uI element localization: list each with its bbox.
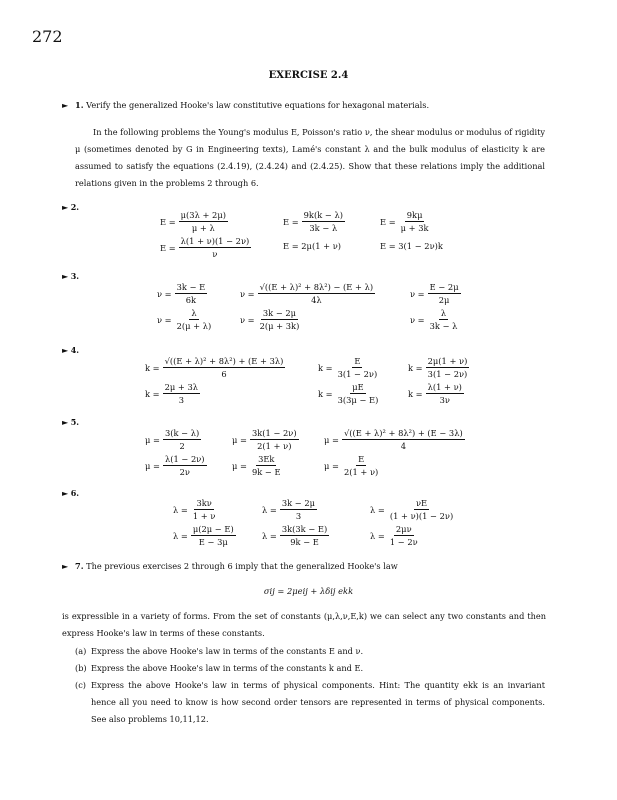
problem-5-number: 5. <box>70 417 80 427</box>
p3-formula-5: ν = $\frac{3k - 2\mu}{2(\mu + 3k)}$ <box>240 308 300 331</box>
p6-formula-2: λ = $\frac{3k - 2\mu}{3}$ <box>262 498 316 521</box>
p4-formula-2: k = $\frac{E}{3(1 - 2\nu)}$ <box>318 356 378 379</box>
p3-formula-4: ν = $\frac{\lambda}{2(\mu + \lambda)}$ <box>157 308 212 331</box>
p2-formula-1: E = $\frac{\mu(3\lambda + 2\mu)}{\mu + \lambda}$ <box>160 210 226 233</box>
marker-1: ► <box>62 101 69 110</box>
hooke-law-equation: σij = 2μeij + λδij ekk <box>263 586 354 596</box>
p5-formula-5: μ = $\frac{3Ek}{9k - E}$ <box>232 454 281 477</box>
marker-4: ► 4. <box>62 345 80 355</box>
problem-1-text: Verify the generalized Hooke's law constitutive equations for hexagonal materials. <box>86 100 430 110</box>
p6-formula-4: λ = $\frac{\mu(2\mu - E)}{E - 3\mu}$ <box>173 524 234 547</box>
intro-paragraph: In the following problems the Young's modulus E, Poisson's ratio ν, the shear modulus or modulus of rigidity μ (sometimes denoted by G in Engineering texts), Lamé's constant λ and the bulk modulus of elasticity k are assumed to satisfy the equations (2.4.19), (2.4.24) and (2.4.25). Show that these relations imply the additional relations given in the problems 2 through 6. <box>75 127 545 188</box>
problem-7-items <box>75 643 545 728</box>
list-item: (c) Express the above Hooke's law in terms of physical components. Hint: The quantity ekk is an invariant hence all you need to know is how second order tensors are represented in terms of physical components. See also problems 10,11,12. <box>75 680 545 724</box>
p4-formula-1: k = $\frac{\text{√((E + λ)² + 8λ²) + (E + 3λ)}}{6}$ <box>145 356 284 379</box>
p4-formula-6: k = $\frac{\lambda(1 + \nu)}{3\nu}$ <box>408 382 462 405</box>
p5-formula-2: μ = $\frac{3k(1 - 2\nu)}{2(1 + \nu)}$ <box>232 428 297 451</box>
page-number: 272 <box>32 27 63 46</box>
marker-6: ► 6. <box>62 488 80 498</box>
p2-formula-2: E = $\frac{9k(k - \lambda)}{3k - \lambda}$ <box>283 210 343 233</box>
p6-formula-5: λ = $\frac{3k(3k - E)}{9k - E}$ <box>262 524 328 547</box>
p6-formula-6: λ = $\frac{2\mu\nu}{1 - 2\nu}$ <box>370 524 418 547</box>
marker-5: ► 5. <box>62 417 80 427</box>
problem-6-number: 6. <box>70 488 80 498</box>
p6-formula-3: λ = $\frac{\nu E}{(1 + \nu)(1 - 2\nu)}$ <box>370 498 454 521</box>
p6-formula-1: λ = $\frac{3k\nu}{1 + \nu}$ <box>173 498 216 521</box>
marker-2: ► 2. <box>62 202 80 212</box>
problem-3-number: 3. <box>70 271 80 281</box>
problem-1-number: 1. <box>75 100 84 110</box>
p3-formula-1: ν = $\frac{3k - E}{6k}$ <box>157 282 206 305</box>
p5-formula-4: μ = $\frac{\lambda(1 - 2\nu)}{2\nu}$ <box>145 454 205 477</box>
p2-formula-5: E = 2μ(1 + ν) <box>283 241 341 251</box>
p5-formula-6: μ = $\frac{E}{2(1 + \nu)}$ <box>324 454 379 477</box>
p3-formula-6: ν = $\frac{\lambda}{3k - \lambda}$ <box>410 308 458 331</box>
p3-formula-2: ν = $\frac{\text{√((E + λ)² + 8λ²) − (E + λ)}}{4\lambda}$ <box>240 282 374 305</box>
p2-formula-6: E = 3(1 − 2ν)k <box>380 241 443 251</box>
problem-4-number: 4. <box>70 345 80 355</box>
p5-formula-1: μ = $\frac{3(k - \lambda)}{2}$ <box>145 428 200 451</box>
list-item: (a) Express the above Hooke's law in terms of the constants E and ν. <box>75 646 364 656</box>
problem-7-number: 7. <box>75 561 84 571</box>
problem-2-number: 2. <box>70 202 80 212</box>
problem-7-continued: is expressible in a variety of forms. From the set of constants (μ,λ,ν,E,k) we can select any two constants and then express Hooke's law in terms of these constants. <box>62 611 546 638</box>
problem-7-text: The previous exercises 2 through 6 imply that the generalized Hooke's law <box>86 561 398 571</box>
list-item: (b) Express the above Hooke's law in terms of the constants k and E. <box>75 663 364 673</box>
p4-formula-3: k = $\frac{2\mu(1 + \nu)}{3(1 - 2\nu)}$ <box>408 356 468 379</box>
p5-formula-3: μ = $\frac{\text{√((E + λ)² + 8λ²) + (E − 3λ)}}{4}$ <box>324 428 463 451</box>
exercise-title: EXERCISE 2.4 <box>268 70 349 81</box>
p2-formula-4: E = $\frac{\lambda(1 + \nu)(1 - 2\nu)}{\nu}$ <box>160 236 250 259</box>
marker-7: ► <box>62 562 69 571</box>
p3-formula-3: ν = $\frac{E - 2\mu}{2\mu}$ <box>410 282 459 305</box>
p2-formula-3: E = $\frac{9k\mu}{\mu + 3k}$ <box>380 210 429 233</box>
p4-formula-5: k = $\frac{\mu E}{3(3\mu - E)}$ <box>318 382 379 405</box>
problem-7 <box>75 558 545 575</box>
marker-3: ► 3. <box>62 271 80 281</box>
problem-1 <box>75 97 545 114</box>
p4-formula-4: k = $\frac{2\mu + 3\lambda}{3}$ <box>145 382 199 405</box>
